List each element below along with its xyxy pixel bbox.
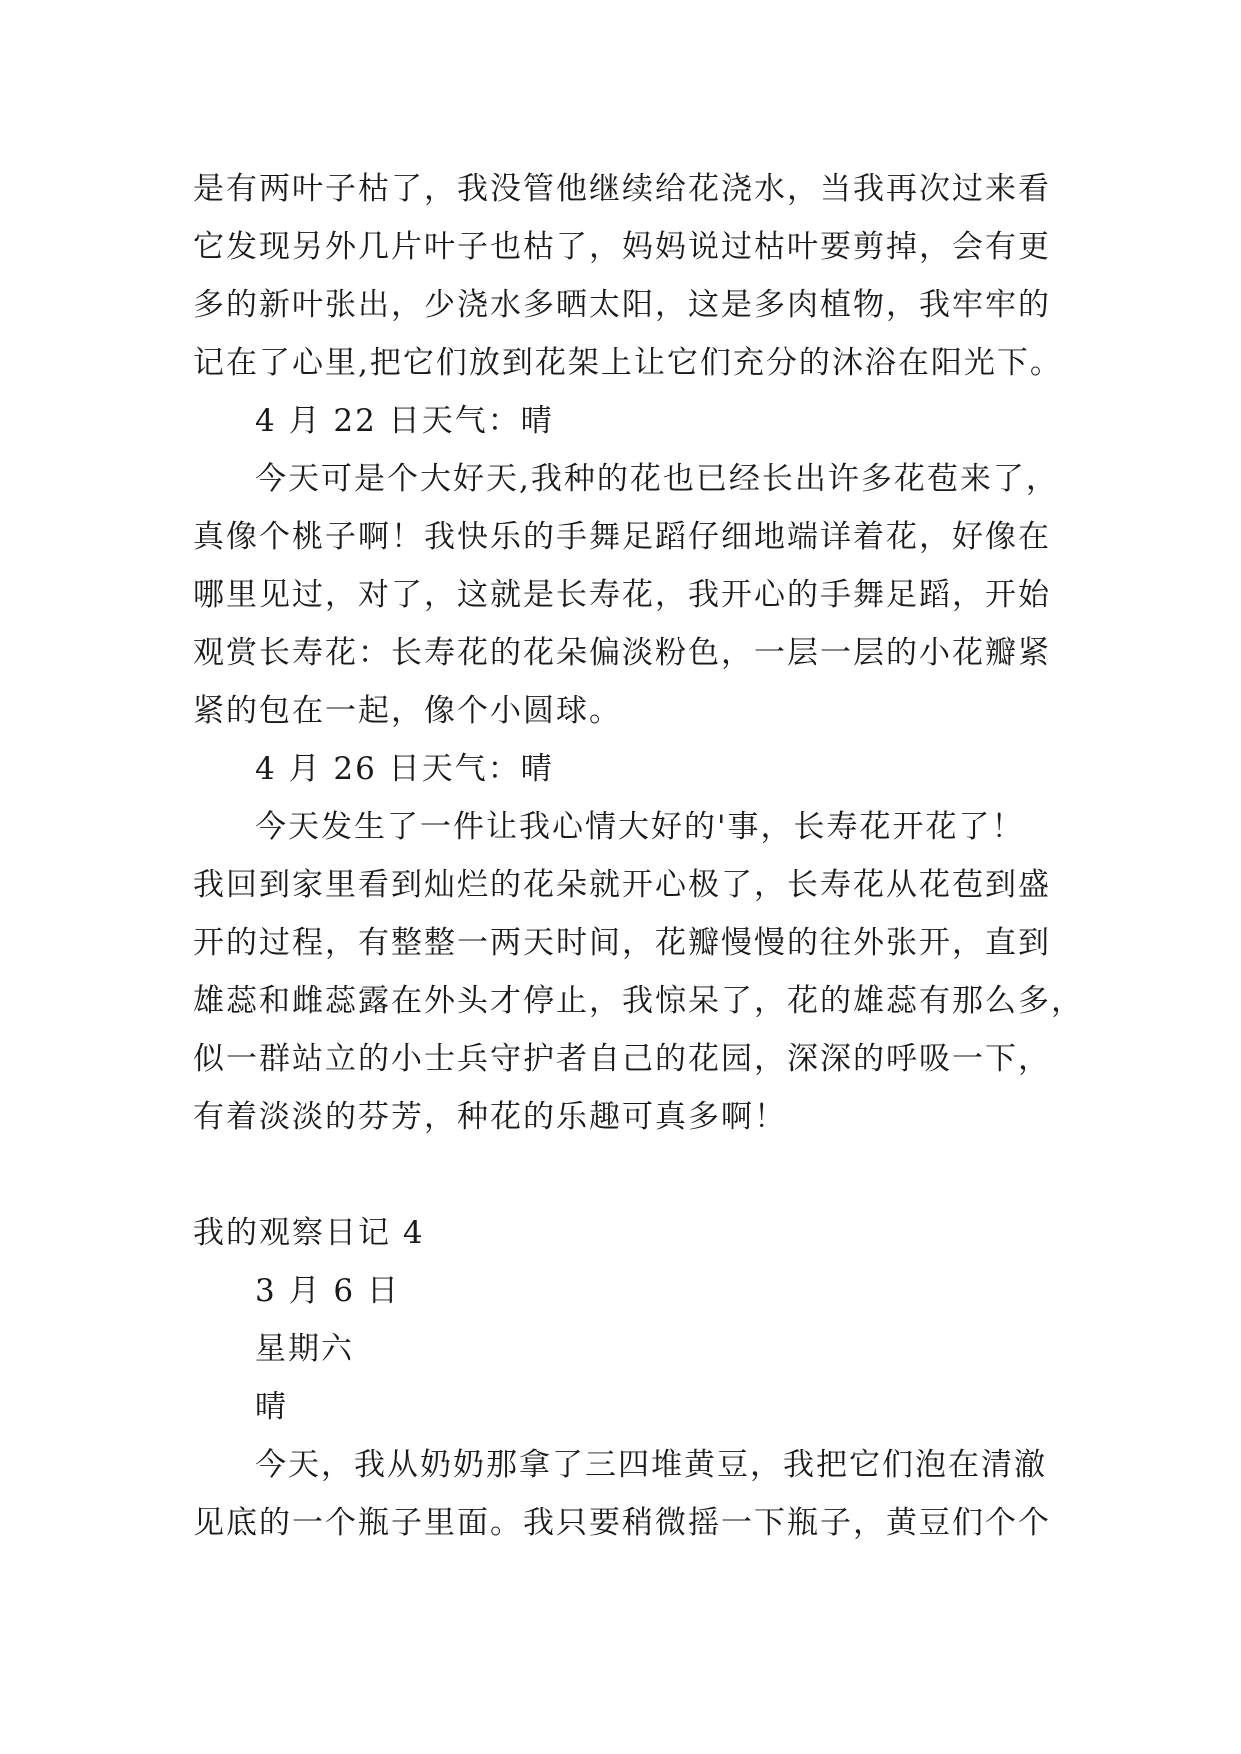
text-line: 观赏长寿花：长寿花的花朵偏淡粉色，一层一层的小花瓣紧 bbox=[193, 635, 1051, 671]
text-line: 今天发生了一件让我心情大好的'事，长寿花开花了！ bbox=[255, 809, 1025, 845]
text-line: 有着淡淡的芬芳，种花的乐趣可真多啊！ bbox=[193, 1099, 787, 1135]
text-line: 雄蕊和雌蕊露在外头才停止，我惊呆了，花的雄蕊有那么多， bbox=[193, 983, 1084, 1019]
section-title: 我的观察日记 4 bbox=[193, 1215, 425, 1251]
text-line: 哪里见过，对了，这就是长寿花，我开心的手舞足蹈，开始 bbox=[193, 577, 1051, 613]
date-weather-heading: 4 月 26 日天气：晴 bbox=[255, 751, 554, 787]
text-line: 真像个桃子啊！我快乐的手舞足蹈仔细地端详着花，好像在 bbox=[193, 519, 1051, 555]
diary-weather: 晴 bbox=[255, 1389, 288, 1425]
diary-weekday: 星期六 bbox=[255, 1331, 354, 1367]
text-line: 今天，我从奶奶那拿了三四堆黄豆，我把它们泡在清澈 bbox=[255, 1447, 1047, 1483]
text-line: 记在了心里,把它们放到花架上让它们充分的沐浴在阳光下。 bbox=[193, 345, 1063, 381]
text-line: 是有两叶子枯了，我没管他继续给花浇水，当我再次过来看 bbox=[193, 171, 1051, 207]
date-weather-heading: 4 月 22 日天气：晴 bbox=[255, 403, 554, 439]
text-line: 开的过程，有整整一两天时间，花瓣慢慢的往外张开，直到 bbox=[193, 925, 1051, 961]
diary-date: 3 月 6 日 bbox=[255, 1273, 401, 1309]
text-line: 它发现另外几片叶子也枯了，妈妈说过枯叶要剪掉，会有更 bbox=[193, 229, 1051, 265]
text-line: 似一群站立的小士兵守护者自己的花园，深深的呼吸一下， bbox=[193, 1041, 1051, 1077]
text-line: 多的新叶张出，少浇水多晒太阳，这是多肉植物，我牢牢的 bbox=[193, 287, 1051, 323]
section-spacer bbox=[193, 1146, 1073, 1204]
text-line: 我回到家里看到灿烂的花朵就开心极了，长寿花从花苞到盛 bbox=[193, 867, 1051, 903]
text-line: 今天可是个大好天,我种的花也已经长出许多花苞来了， bbox=[255, 461, 1059, 497]
text-line: 见底的一个瓶子里面。我只要稍微摇一下瓶子，黄豆们个个 bbox=[193, 1505, 1051, 1541]
document-page bbox=[193, 160, 1084, 1552]
text-line: 紧的包在一起，像个小圆球。 bbox=[193, 693, 622, 729]
